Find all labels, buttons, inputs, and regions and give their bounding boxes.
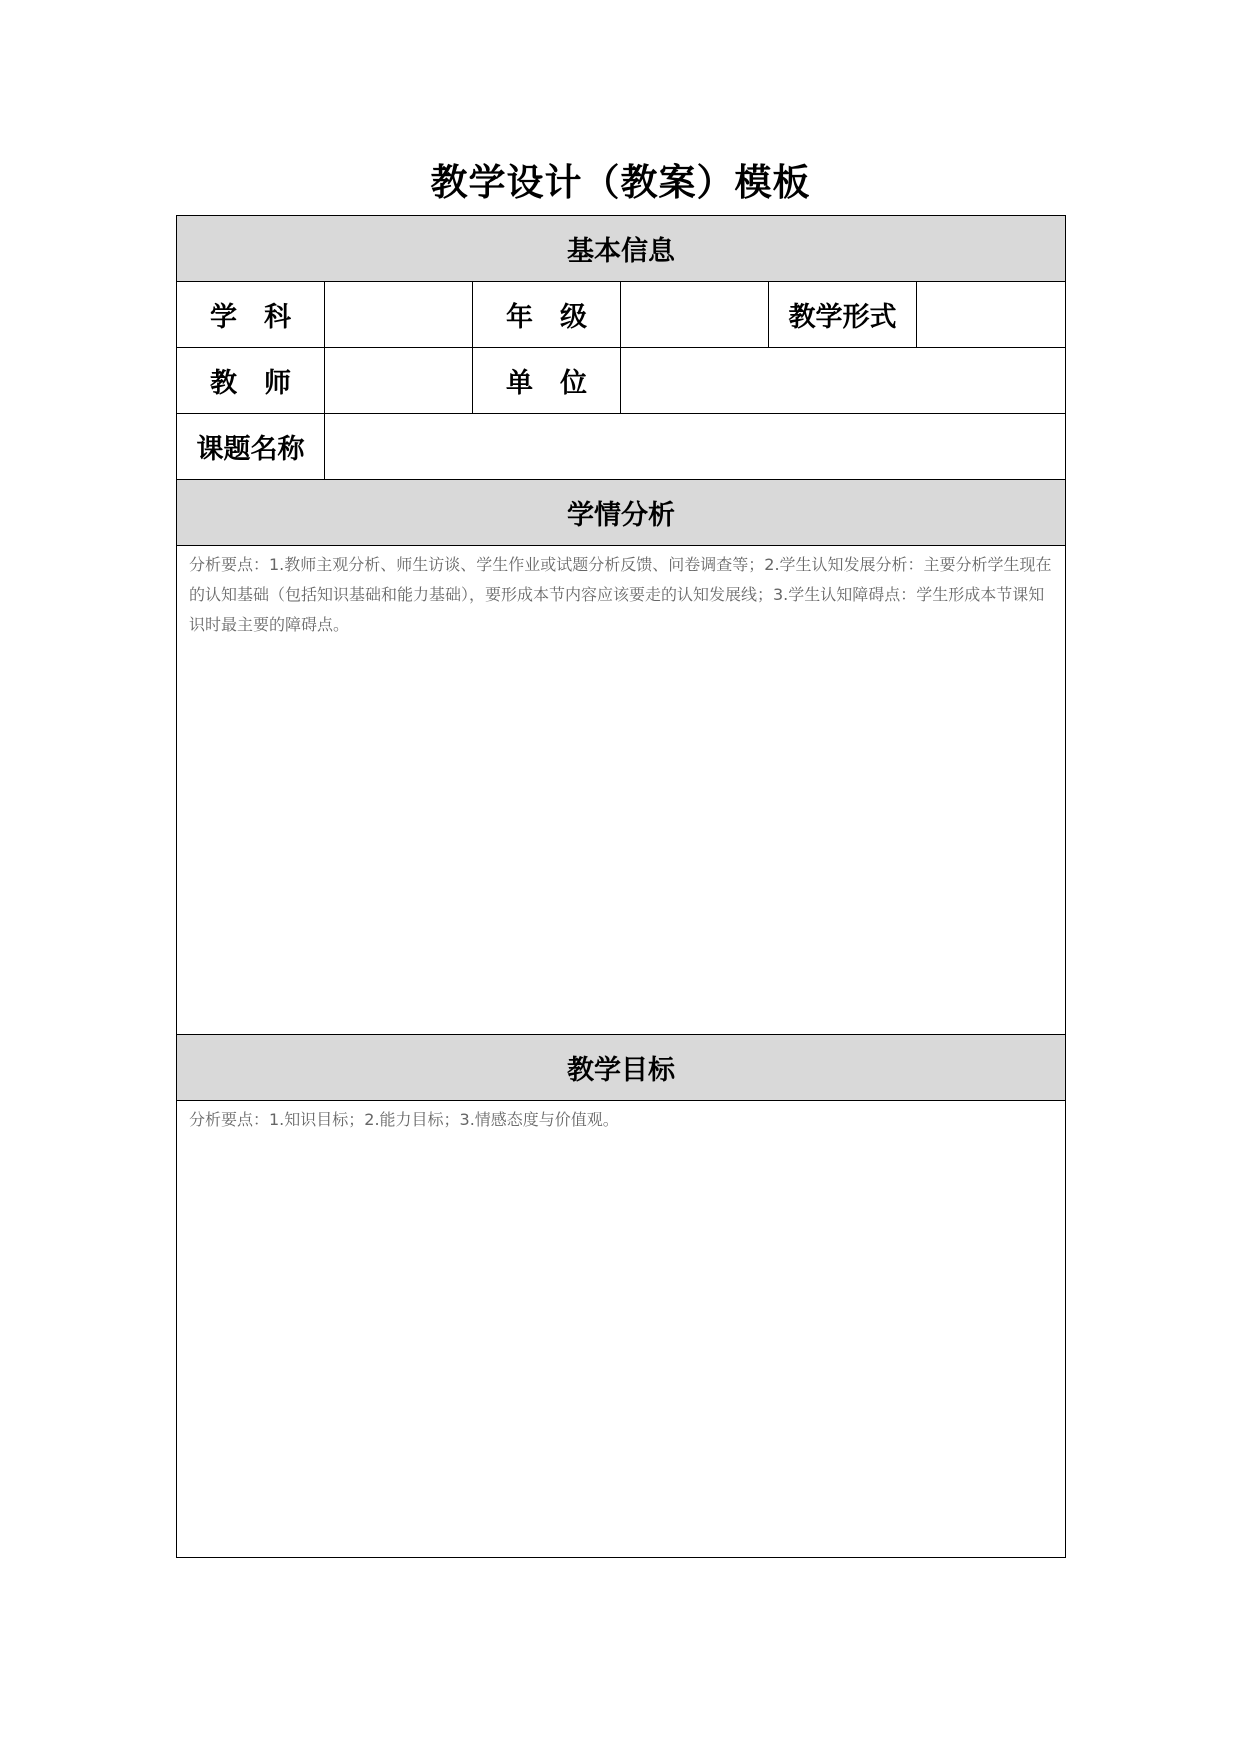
document-title: 教学设计（教案）模板 — [430, 161, 811, 204]
unit-field[interactable] — [621, 348, 1066, 414]
teaching-goals-field[interactable] — [177, 1101, 1066, 1558]
student-analysis-note: 分析要点：1.教师主观分析、师生访谈、学生作业或试题分析反馈、问卷调查等；2.学生认知发展分析：主要分析学生现在的认知基础（包括知识基础和能力基础），要形成本节内容应该要走的认知发展线；3.学生认知障碍点：学生形成本节课知识时最主要的障碍点。 — [189, 555, 1052, 634]
subject-label: 学 科 — [177, 282, 325, 348]
teaching-goals-note: 分析要点：1.知识目标；2.能力目标；3.情感态度与价值观。 — [189, 1110, 619, 1129]
grade-field[interactable] — [621, 282, 769, 348]
teaching-form-label: 教学形式 — [769, 282, 917, 348]
subject-field[interactable] — [325, 282, 473, 348]
unit-label: 单 位 — [473, 348, 621, 414]
topic-label: 课题名称 — [177, 414, 325, 480]
teacher-label: 教 师 — [177, 348, 325, 414]
teacher-field[interactable] — [325, 348, 473, 414]
basic-info-header: 基本信息 — [177, 216, 1066, 282]
grade-label: 年 级 — [473, 282, 621, 348]
lesson-plan-form — [176, 215, 1066, 1558]
topic-field[interactable] — [325, 414, 1066, 480]
teaching-form-field[interactable] — [917, 282, 1066, 348]
student-analysis-header: 学情分析 — [177, 480, 1066, 546]
teaching-goals-header: 教学目标 — [177, 1035, 1066, 1101]
student-analysis-field[interactable] — [177, 546, 1066, 1035]
